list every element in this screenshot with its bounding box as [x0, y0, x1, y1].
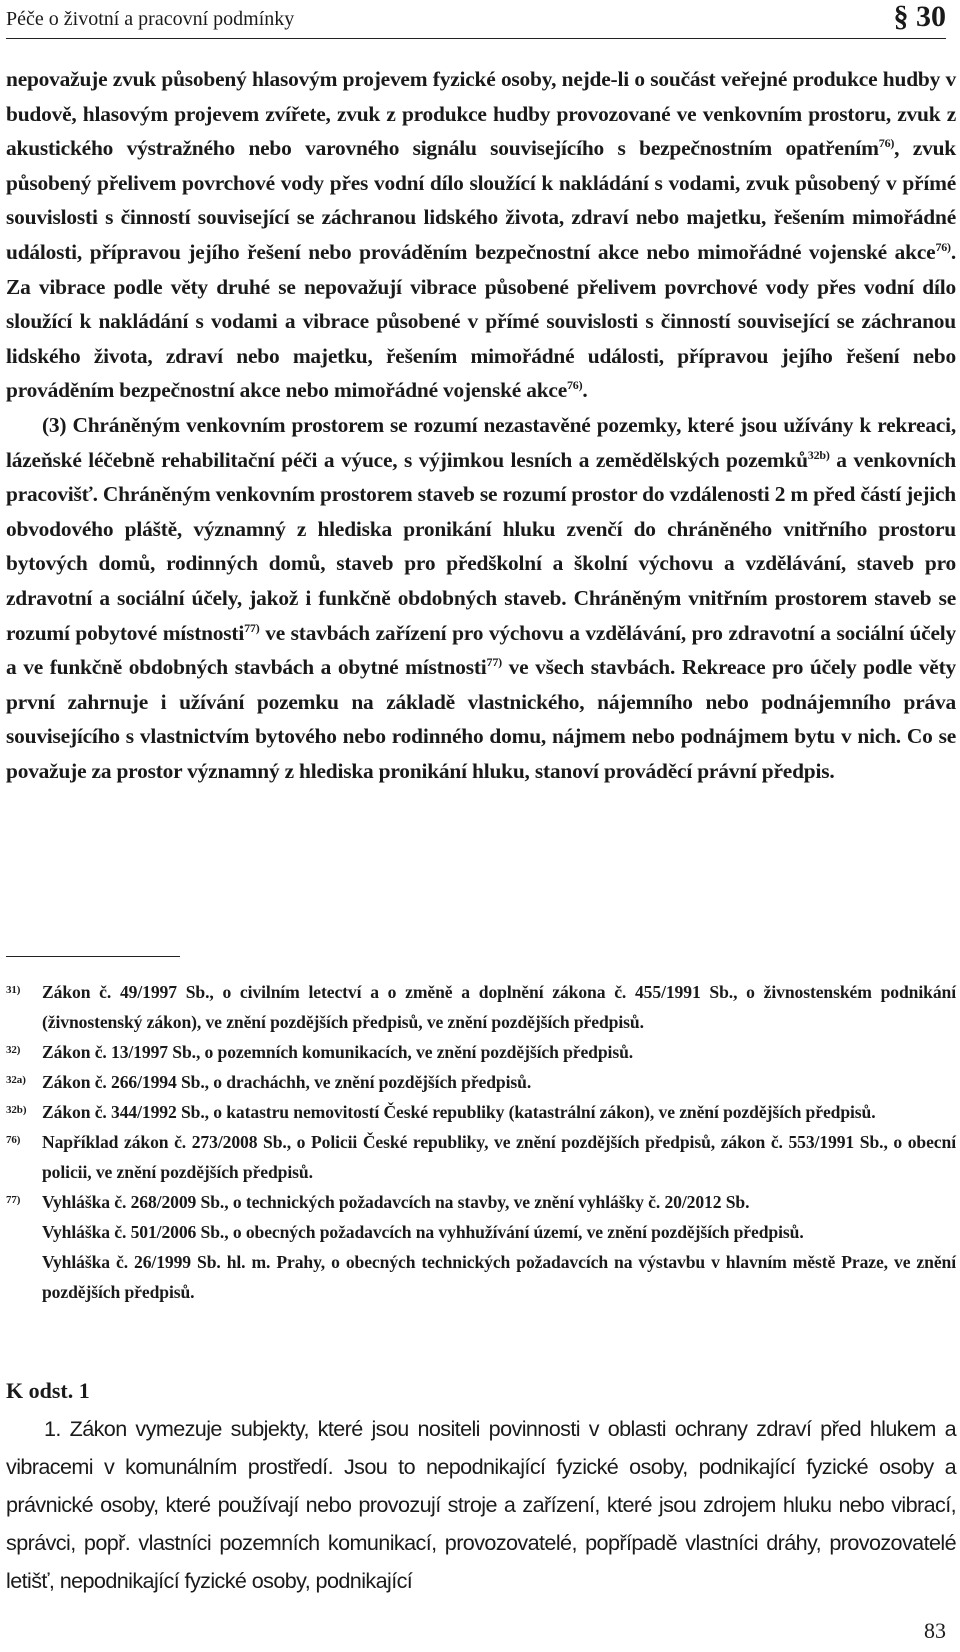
footnote-ref[interactable]: 77)	[244, 620, 260, 635]
footnote-item	[6, 1037, 956, 1067]
footnote-item	[6, 1187, 956, 1307]
footnote-ref[interactable]: 76)	[935, 239, 951, 254]
footnote-item	[6, 1067, 956, 1097]
page-number: 83	[924, 1618, 946, 1643]
footnotes	[6, 977, 956, 1307]
footnote-text: Zákon č. 344/1992 Sb., o katastru nemovitostí České republiky (katastrální zákon), ve znění pozdějších předpisů.	[42, 1102, 876, 1122]
footnote-ref[interactable]: 77)	[486, 655, 502, 670]
statute-paragraph-3: (3) Chráněným venkovním prostorem se rozumí nezastavěné pozemky, které jsou užívány k rekreaci, lázeňské léčebně rehabilitační péči a výuce, s výjimkou lesních a zemědělských pozemků$^{32b)}$ a venkovních pracovišť. Chráněným venkovním prostorem staveb se rozumí prostor do vzdálenosti 2 m před částí jejich obvodového pláště, významný z hlediska pronikání hluku zvenčí do chráněného vnitřního prostoru bytových domů, rodinných domů, staveb pro předškolní a školní výchovu a vzdělávání, staveb pro zdravotní a sociální účely, jakož i funkčně obdobných staveb. Chráněným vnitřním prostorem staveb se rozumí pobytové místnosti$^{77)}$ ve stavbách zařízení pro výchovu a vzdělávání, pro zdravotní a sociální účely a ve funkčně obdobných stavbách a obytné místnosti$^{77)}$ ve všech stavbách. Rekreace pro účely podle věty první zahrnuje i užívání pozemku na základě vlastnického, nájemního nebo podnájemního práva souvisejícího s vlastnictvím bytového nebo rodinného domu, nájmem nebo podnájmem bytu v nich. Co se považuje za prostor významný z hlediska pronikání hluku, stanoví prováděcí právní předpis.	[6, 412, 956, 783]
footnote-mark: 76)	[6, 1134, 21, 1146]
footnote-text: Vyhláška č. 26/1999 Sb. hl. m. Prahy, o obecných technických požadavcích na výstavbu v hlavním městě Praze, ve znění pozdějších předpisů.	[42, 1252, 956, 1302]
footnote-item	[6, 977, 956, 1037]
footnote-text: Vyhláška č. 268/2009 Sb., o technických požadavcích na stavby, ve znění vyhlášky č. 20/2012 Sb.	[42, 1192, 750, 1212]
commentary-heading: K odst. 1	[6, 1378, 90, 1403]
footnote-mark: 32b)	[6, 1104, 27, 1116]
footnote-item	[6, 1097, 956, 1127]
footnote-text: Zákon č. 266/1994 Sb., o dracháchh, ve znění pozdějších předpisů.	[42, 1072, 532, 1092]
running-header	[6, 2, 946, 39]
footnote-ref[interactable]: 32b)	[807, 447, 830, 462]
footnote-text: Zákon č. 49/1997 Sb., o civilním letectví a o změně a doplnění zákona č. 455/1991 Sb., o živnostenském podnikání (živnostenský zákon), ve znění pozdějších předpisů, ve znění pozdějších předpisů.	[42, 982, 956, 1032]
footnote-ref[interactable]: 76)	[567, 378, 583, 393]
footnote-mark: 32a)	[6, 1074, 26, 1086]
statute-text	[6, 62, 956, 788]
footnote-mark: 32)	[6, 1044, 21, 1056]
footnote-mark: 31)	[6, 984, 21, 996]
footnote-mark: 77)	[6, 1194, 21, 1206]
header-section-number: § 30	[893, 0, 946, 33]
footnote-divider	[6, 956, 180, 957]
commentary-paragraph: 1. Zákon vymezuje subjekty, které jsou nositeli povinnosti v oblasti ochrany zdraví před hlukem a vibracemi v komunálním prostředí. Jsou to nepodnikající fyzické osoby, podnikající fyzické osoby a právnické osoby, které používají nebo provozují stroje a zařízení, které jsou zdrojem hluku nebo vibrací, správci, popř. vlastníci pozemních komunikací, provozovatelé, popřípadě vlastníci dráhy, provozovatelé letišť, nepodnikající fyzické osoby, podnikající	[6, 1416, 956, 1593]
statute-paragraph-continuation: nepovažuje zvuk působený hlasovým projevem fyzické osoby, nejde-li o součást veřejné produkce hudby v budově, hlasovým projevem zvířete, zvuk z produkce hudby provozované ve venkovním prostoru, zvuk z akustického výstražného nebo varovného signálu souvisejícího s bezpečnostním opatřením$^{76)}$, zvuk působený přelivem povrchové vody přes vodní dílo sloužící k nakládání s vodami, zvuk působený v přímé souvislosti s činností související se záchranou lidského života, zdraví nebo majetku, řešením mimořádné události, přípravou jejího řešení nebo prováděním bezpečnostní akce nebo mimořádné vojenské akce$^{76)}$. Za vibrace podle věty druhé se nepovažují vibrace působené přelivem povrchové vody přes vodní dílo sloužící k nakládání s vodami a vibrace působené v přímé souvislosti s činností související se záchranou lidského života, zdraví nebo majetku, řešením mimořádné události, přípravou jejího řešení nebo prováděním bezpečnostní akce nebo mimořádné vojenské akce$^{76)}$.	[6, 67, 956, 403]
commentary-text	[6, 1410, 956, 1600]
footnote-text: Zákon č. 13/1997 Sb., o pozemních komunikacích, ve znění pozdějších předpisů.	[42, 1042, 634, 1062]
footnote-ref[interactable]: 76)	[878, 136, 895, 151]
header-title: Péče o životní a pracovní podmínky	[6, 8, 295, 30]
footnote-text: Například zákon č. 273/2008 Sb., o Policii České republiky, ve znění pozdějších předpisů, zákon č. 553/1991 Sb., o obecní policii, ve znění pozdějších předpisů.	[42, 1132, 956, 1182]
footnote-item	[6, 1127, 956, 1187]
footnote-text: Vyhláška č. 501/2006 Sb., o obecných požadavcích na vyhhužívání území, ve znění pozdějších předpisů.	[42, 1222, 804, 1242]
